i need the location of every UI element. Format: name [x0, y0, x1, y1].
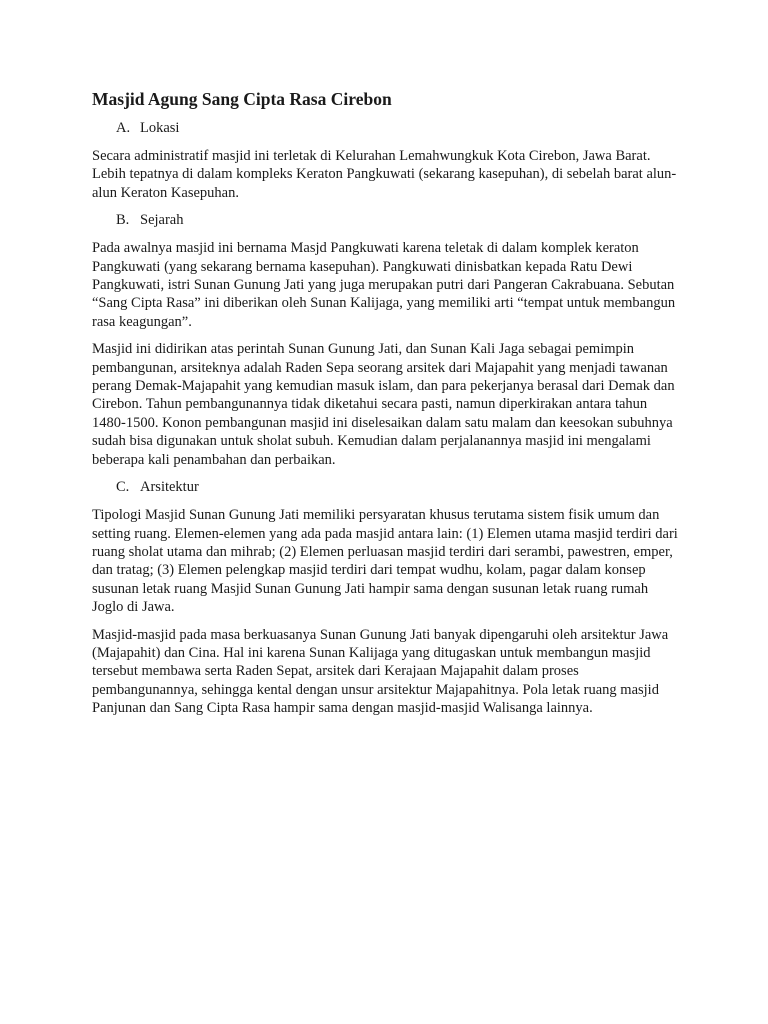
- document-page: [92, 88, 682, 727]
- section-heading-label: Sejarah: [140, 212, 184, 229]
- section-marker: B.: [116, 212, 130, 229]
- paragraph-arsitektur-1: Tipologi Masjid Sunan Gunung Jati memiliki persyaratan khusus terutama sistem fisik umum dan setting ruang. Elemen-elemen yang ada pada masjid antara lain: (1) Elemen utama masjid terdiri dari ruang sholat utama dan mihrab; (2) Elemen perluasan masjid terdiri dari serambi, pawestren, emper, dan tratag; (3) Elemen pelengkap masjid terdiri dari tempat wudhu, kolam, pagar dalam konsep susunan letak ruang Masjid Sunan Gunung Jati hampir sama dengan susunan letak ruang rumah Joglo di Jawa.: [92, 507, 678, 616]
- section-marker: C.: [116, 479, 130, 496]
- section-marker: A.: [116, 120, 131, 136]
- section-heading-label: Arsitektur: [140, 479, 199, 496]
- paragraph-lokasi-1: Secara administratif masjid ini terletak di Kelurahan Lemahwungkuk Kota Cirebon, Jawa Barat. Lebih tepatnya di dalam kompleks Keraton Pangkuwati (sekarang kasepuhan), di sebelah barat alun-alun Keraton Kasepuhan.: [92, 148, 677, 201]
- section-heading-sejarah: [92, 211, 682, 230]
- document-title: Masjid Agung Sang Cipta Rasa Cirebon: [92, 89, 392, 109]
- section-heading-lokasi: [92, 119, 682, 138]
- paragraph-arsitektur-2: Masjid-masjid pada masa berkuasanya Sunan Gunung Jati banyak dipengaruhi oleh arsitektur Jawa (Majapahit) dan Cina. Hal ini karena Sunan Kalijaga yang ditugaskan untuk membangun masjid tersebut membawa serta Raden Sepat, arsitek dari Kerajaan Majapahit dalam proses pembangunannya, sehingga kental dengan unsur arsitektur Majapahitnya. Pola letak ruang masjid Panjunan dan Sang Cipta Rasa hampir sama dengan masjid-masjid Walisanga lainnya.: [92, 626, 669, 717]
- paragraph-sejarah-1: Pada awalnya masjid ini bernama Masjd Pangkuwati karena teletak di dalam komplek keraton Pangkuwati (yang sekarang bernama kasepuhan). Pangkuwati dinisbatkan kepada Ratu Dewi Pangkuwati, istri Sunan Gunung Jati yang juga merupakan putri dari Pangeran Cakrabuana. Sebutan “Sang Cipta Rasa” ini diberikan oleh Sunan Kalijaga, yang memiliki arti “tempat untuk membangun rasa keagungan”.: [92, 240, 676, 330]
- section-heading-arsitektur: [92, 478, 682, 497]
- paragraph-sejarah-2: Masjid ini didirikan atas perintah Sunan Gunung Jati, dan Sunan Kali Jaga sebagai pemimpin pembangunan, arsiteknya adalah Raden Sepa seorang arsitek dari Majapahit yang menjadi tawanan perang Demak-Majapahit yang kemudian masuk islam, dan para pekerjanya berasal dari Demak dan Cirebon. Tahun pembangunannya tidak diketahui secara pasti, namun diperkirakan antara tahun 1480-1500. Konon pembangunan masjid ini diselesaikan dalam satu malam dan keesokan subuhnya sudah bisa digunakan untuk sholat subuh. Kemudian dalam perjalanannya masjid ini mengalami beberapa kali penambahan dan perbaikan.: [92, 341, 675, 468]
- section-heading-label: Lokasi: [140, 120, 180, 136]
